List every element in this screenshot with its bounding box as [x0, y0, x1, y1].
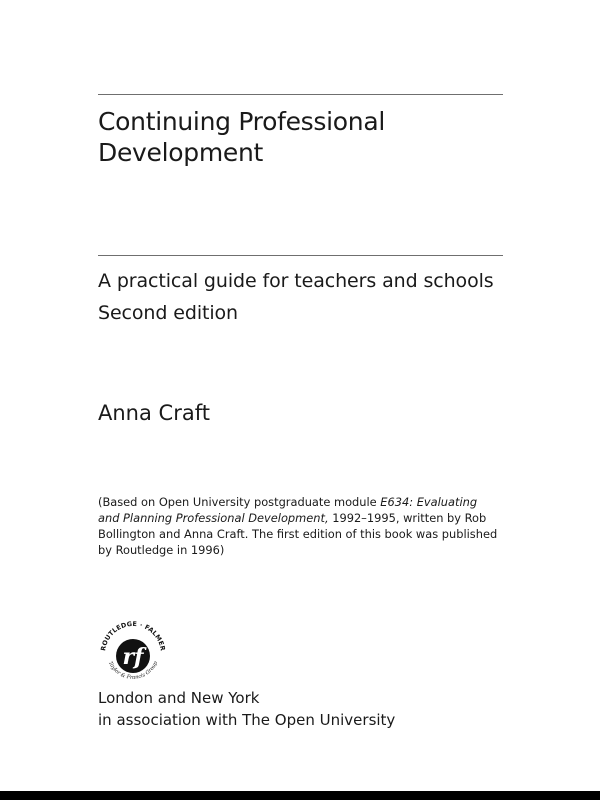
book-subtitle [98, 265, 558, 329]
book-title [98, 106, 518, 168]
publisher-logo-graphic [95, 614, 171, 690]
middle-divider [98, 255, 503, 256]
svg-text:ROUTLEDGE · FALMER: ROUTLEDGE · FALMER [99, 619, 167, 652]
subtitle-line-1: A practical guide for teachers and schools [98, 270, 494, 292]
note-module-title: E634: Evaluating and Planning Professional Development, [98, 495, 478, 525]
top-divider [98, 94, 503, 95]
note-text-part-2: 1992–1995, written by Rob Bollington and Anna Craft. The first edition of this book was published by Routledge in 1996) [98, 511, 498, 557]
bottom-black-bar [0, 791, 600, 800]
edition-label: Second edition [98, 302, 238, 324]
note-text-part-1: (Based on Open University postgraduate module [98, 495, 381, 509]
routledge-falmer-logo-icon [95, 614, 171, 690]
book-title-line-2: Development [98, 138, 263, 167]
imprint-cities: London and New York [98, 689, 260, 707]
author-name: Anna Craft [98, 401, 210, 425]
svg-text:Taylor & Francis Group: Taylor & Francis Group [106, 660, 160, 681]
svg-text:rf: rf [122, 644, 144, 670]
publication-note [98, 494, 498, 558]
book-title-line-1: Continuing Professional [98, 107, 385, 136]
publisher-imprint [98, 687, 395, 731]
imprint-association: in association with The Open University [98, 711, 396, 729]
